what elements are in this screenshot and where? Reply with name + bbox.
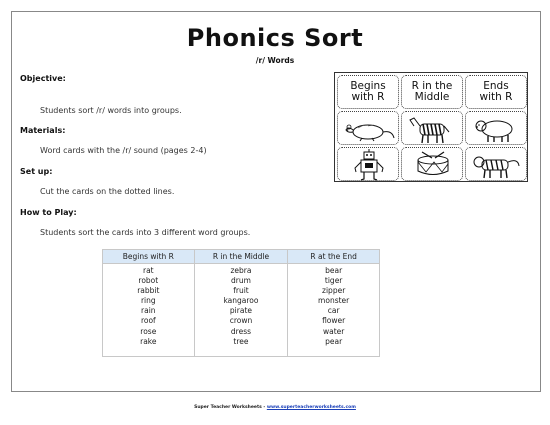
word-cell: dress bbox=[230, 326, 252, 336]
card-column-ends bbox=[465, 75, 527, 181]
page-title: Phonics Sort bbox=[186, 24, 364, 52]
table-header-row bbox=[103, 250, 380, 264]
word-cell: rose bbox=[140, 326, 157, 336]
word-cell: water bbox=[322, 326, 345, 336]
materials-heading: Materials: bbox=[20, 126, 66, 135]
tiger-picture-icon bbox=[466, 148, 528, 182]
word-cell: rake bbox=[140, 336, 157, 346]
column-header-end: R at the End bbox=[288, 250, 380, 264]
word-cell: zipper bbox=[322, 286, 346, 296]
word-cell: pear bbox=[325, 336, 343, 346]
page-subtitle: /r/ Words bbox=[255, 56, 295, 65]
materials-text: Word cards with the /r/ sound (pages 2-4) bbox=[40, 146, 207, 155]
table-row bbox=[103, 264, 380, 357]
word-cell: pirate bbox=[229, 306, 253, 316]
word-cell: rabbit bbox=[137, 286, 160, 296]
word-cell: flower bbox=[322, 316, 346, 326]
setup-heading: Set up: bbox=[20, 167, 53, 176]
zebra-picture-icon bbox=[402, 112, 464, 146]
word-cell: car bbox=[327, 306, 340, 316]
word-cell: zebra bbox=[230, 266, 252, 275]
word-cell: drum bbox=[231, 276, 251, 286]
footer-separator: - bbox=[261, 405, 267, 410]
word-cell: rat bbox=[143, 266, 154, 275]
card-zebra bbox=[401, 111, 463, 145]
drum-picture-icon bbox=[402, 148, 464, 182]
word-cell: rain bbox=[141, 306, 156, 316]
card-sort-illustration bbox=[334, 72, 528, 182]
word-cell: roof bbox=[140, 316, 156, 326]
card-rat bbox=[337, 111, 399, 145]
how-to-play-heading: How to Play: bbox=[20, 208, 77, 217]
begins-with-r-words bbox=[103, 264, 195, 357]
card-header-ends: Ends with R bbox=[465, 75, 527, 109]
objective-text: Students sort /r/ words into groups. bbox=[40, 106, 182, 115]
card-header-begins: Begins with R bbox=[337, 75, 399, 109]
robot-picture-icon bbox=[338, 148, 400, 182]
footer-url-link[interactable]: www.superteacherworksheets.com bbox=[266, 405, 356, 410]
footer-site-name: Super Teacher Worksheets bbox=[194, 405, 262, 410]
column-header-begins: Begins with R bbox=[103, 250, 195, 264]
r-in-middle-words bbox=[194, 264, 288, 357]
word-cell: fruit bbox=[233, 286, 249, 296]
rat-picture-icon bbox=[338, 112, 400, 146]
word-cell: tree bbox=[233, 336, 249, 346]
word-cell: bear bbox=[325, 266, 343, 275]
word-cell: monster bbox=[318, 296, 350, 306]
word-cell: tiger bbox=[324, 276, 343, 286]
word-cell: kangaroo bbox=[223, 296, 259, 306]
card-bear bbox=[465, 111, 527, 145]
objective-heading: Objective: bbox=[20, 74, 66, 83]
word-cell: robot bbox=[138, 276, 159, 286]
bear-picture-icon bbox=[466, 112, 528, 146]
card-column-middle bbox=[401, 75, 463, 181]
column-header-middle: R in the Middle bbox=[194, 250, 288, 264]
word-cell: crown bbox=[229, 316, 253, 326]
card-column-begins bbox=[337, 75, 399, 181]
setup-text: Cut the cards on the dotted lines. bbox=[40, 187, 175, 196]
word-sort-table bbox=[102, 249, 380, 357]
card-robot bbox=[337, 147, 399, 181]
page-footer bbox=[0, 405, 550, 410]
card-header-middle: R in the Middle bbox=[401, 75, 463, 109]
card-tiger bbox=[465, 147, 527, 181]
card-drum bbox=[401, 147, 463, 181]
how-to-play-text: Students sort the cards into 3 different word groups. bbox=[40, 228, 251, 237]
r-at-end-words bbox=[288, 264, 380, 357]
word-cell: ring bbox=[140, 296, 156, 306]
